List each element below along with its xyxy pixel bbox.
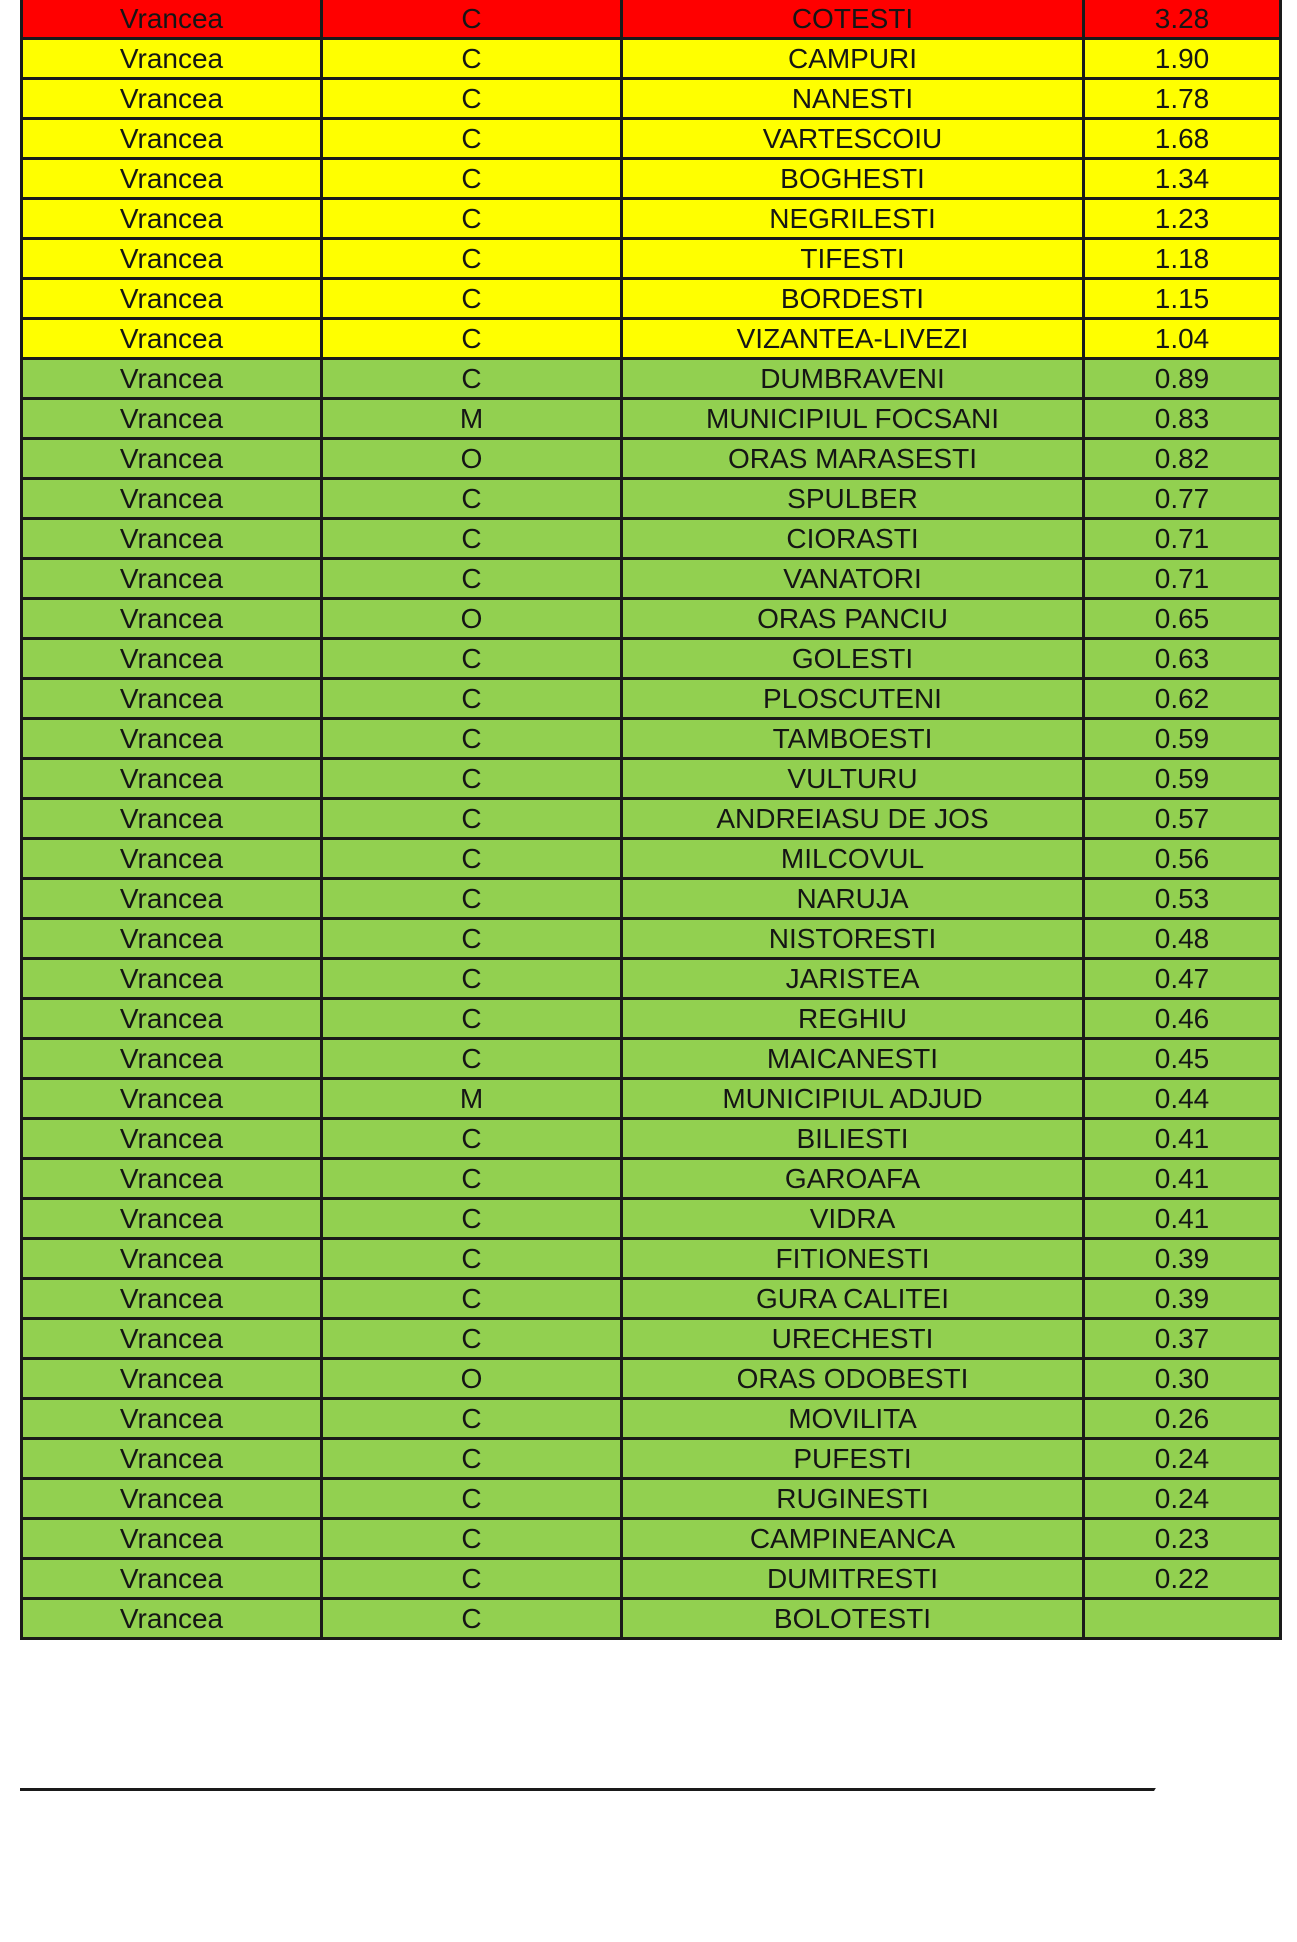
table-row [22,599,1281,639]
table-row [22,79,1281,119]
cell-rate: 1.90 [1084,39,1281,79]
cell-locality: URECHESTI [622,1319,1084,1359]
cell-type: C [322,1559,622,1599]
cell-rate: 0.41 [1084,1199,1281,1239]
table-row [22,1399,1281,1439]
cell-type: C [322,1599,622,1639]
cell-rate: 0.45 [1084,1039,1281,1079]
table-row [22,1479,1281,1519]
cell-type: O [322,439,622,479]
cell-type: C [322,759,622,799]
cell-county: Vrancea [22,1119,322,1159]
cell-type: C [322,999,622,1039]
cell-rate: 0.89 [1084,359,1281,399]
incidence-table-container [20,0,1279,1640]
cell-county: Vrancea [22,1439,322,1479]
table-row [22,1279,1281,1319]
cell-county: Vrancea [22,1399,322,1439]
table-row [22,479,1281,519]
cell-locality: JARISTEA [622,959,1084,999]
cell-locality: BOGHESTI [622,159,1084,199]
cell-county: Vrancea [22,439,322,479]
cell-county: Vrancea [22,1079,322,1119]
table-row [22,1599,1281,1639]
cell-type: C [322,1279,622,1319]
cell-county: Vrancea [22,1279,322,1319]
cell-type: M [322,399,622,439]
table-row [22,159,1281,199]
page-curl-overlay [1140,1742,1297,1942]
cell-type: C [322,719,622,759]
cell-county: Vrancea [22,1159,322,1199]
cell-type: C [322,1479,622,1519]
table-row [22,439,1281,479]
cell-locality: GURA CALITEI [622,1279,1084,1319]
cell-county: Vrancea [22,679,322,719]
cell-type: C [322,319,622,359]
incidence-table [20,0,1282,1640]
cell-rate: 1.18 [1084,239,1281,279]
cell-locality: NARUJA [622,879,1084,919]
cell-rate: 0.56 [1084,839,1281,879]
cell-locality: BILIESTI [622,1119,1084,1159]
table-row [22,999,1281,1039]
table-row [22,1239,1281,1279]
cell-locality: BOLOTESTI [622,1599,1084,1639]
cell-rate: 0.62 [1084,679,1281,719]
table-row [22,1559,1281,1599]
table-row [22,239,1281,279]
cell-locality: NISTORESTI [622,919,1084,959]
cell-locality: VANATORI [622,559,1084,599]
cell-county: Vrancea [22,1239,322,1279]
cell-type: C [322,559,622,599]
table-row [22,1319,1281,1359]
cell-locality: CAMPURI [622,39,1084,79]
cell-type: C [322,359,622,399]
cell-county: Vrancea [22,1039,322,1079]
cell-rate: 1.23 [1084,199,1281,239]
cell-rate: 0.37 [1084,1319,1281,1359]
table-row [22,359,1281,399]
cell-county: Vrancea [22,199,322,239]
cell-type: O [322,1359,622,1399]
table-row [22,1439,1281,1479]
cell-type: C [322,959,622,999]
cell-locality: CAMPINEANCA [622,1519,1084,1559]
cell-locality: NEGRILESTI [622,199,1084,239]
cell-locality: FITIONESTI [622,1239,1084,1279]
cell-county: Vrancea [22,39,322,79]
table-row [22,1199,1281,1239]
cell-locality: MILCOVUL [622,839,1084,879]
cell-rate: 0.82 [1084,439,1281,479]
cell-locality: MUNICIPIUL ADJUD [622,1079,1084,1119]
cell-county: Vrancea [22,959,322,999]
table-row [22,1519,1281,1559]
cell-locality: GOLESTI [622,639,1084,679]
cell-rate: 1.78 [1084,79,1281,119]
cell-rate: 0.39 [1084,1239,1281,1279]
cell-type: C [322,1159,622,1199]
cell-rate: 1.68 [1084,119,1281,159]
cell-county: Vrancea [22,719,322,759]
cell-rate: 0.48 [1084,919,1281,959]
cell-type: C [322,1399,622,1439]
cell-locality: PLOSCUTENI [622,679,1084,719]
cell-locality: REGHIU [622,999,1084,1039]
cell-locality: ANDREIASU DE JOS [622,799,1084,839]
cell-rate: 0.83 [1084,399,1281,439]
cell-locality: DUMITRESTI [622,1559,1084,1599]
cell-locality: ORAS MARASESTI [622,439,1084,479]
cell-county: Vrancea [22,1319,322,1359]
cell-rate: 0.41 [1084,1119,1281,1159]
cell-type: C [322,1319,622,1359]
cell-county: Vrancea [22,0,322,39]
cell-rate: 0.30 [1084,1359,1281,1399]
table-row [22,959,1281,999]
cell-type: M [322,1079,622,1119]
table-row [22,1039,1281,1079]
cell-locality: RUGINESTI [622,1479,1084,1519]
cell-rate: 0.47 [1084,959,1281,999]
cell-rate: 0.59 [1084,719,1281,759]
cell-type: C [322,119,622,159]
table-row [22,1079,1281,1119]
cell-county: Vrancea [22,919,322,959]
cell-type: C [322,159,622,199]
cell-county: Vrancea [22,1479,322,1519]
table-row [22,879,1281,919]
cell-type: C [322,679,622,719]
cell-county: Vrancea [22,159,322,199]
cell-locality: PUFESTI [622,1439,1084,1479]
cell-rate: 0.41 [1084,1159,1281,1199]
table-row [22,0,1281,39]
cell-locality: MAICANESTI [622,1039,1084,1079]
cell-locality: ORAS PANCIU [622,599,1084,639]
cell-county: Vrancea [22,1559,322,1599]
table-row [22,1119,1281,1159]
cell-rate: 0.24 [1084,1479,1281,1519]
cell-locality: GAROAFA [622,1159,1084,1199]
cell-county: Vrancea [22,79,322,119]
table-bottom-border [20,1788,1279,1791]
cell-rate: 0.71 [1084,559,1281,599]
cell-rate: 0.71 [1084,519,1281,559]
cell-locality: VARTESCOIU [622,119,1084,159]
cell-county: Vrancea [22,479,322,519]
cell-county: Vrancea [22,799,322,839]
cell-rate: 0.57 [1084,799,1281,839]
cell-county: Vrancea [22,519,322,559]
cell-type: C [322,479,622,519]
cell-county: Vrancea [22,879,322,919]
cell-type: C [322,0,622,39]
table-row [22,119,1281,159]
table-row [22,1159,1281,1199]
table-row [22,319,1281,359]
table-row [22,399,1281,439]
cell-county: Vrancea [22,759,322,799]
cell-rate: 0.65 [1084,599,1281,639]
cell-type: C [322,839,622,879]
cell-type: C [322,39,622,79]
cell-locality: TIFESTI [622,239,1084,279]
cell-type: C [322,1199,622,1239]
cell-type: O [322,599,622,639]
cell-county: Vrancea [22,1519,322,1559]
cell-county: Vrancea [22,319,322,359]
table-row [22,199,1281,239]
table-row [22,919,1281,959]
cell-rate: 0.63 [1084,639,1281,679]
cell-type: C [322,1439,622,1479]
cell-type: C [322,1119,622,1159]
cell-rate: 0.22 [1084,1559,1281,1599]
cell-rate: 0.39 [1084,1279,1281,1319]
cell-rate: 1.34 [1084,159,1281,199]
cell-type: C [322,639,622,679]
cell-type: C [322,1039,622,1079]
cell-county: Vrancea [22,999,322,1039]
table-body [22,0,1281,1639]
cell-county: Vrancea [22,639,322,679]
cell-locality: MUNICIPIUL FOCSANI [622,399,1084,439]
cell-county: Vrancea [22,359,322,399]
cell-county: Vrancea [22,119,322,159]
cell-type: C [322,239,622,279]
cell-county: Vrancea [22,1359,322,1399]
cell-rate: 3.28 [1084,0,1281,39]
cell-locality: COTESTI [622,0,1084,39]
table-row [22,679,1281,719]
cell-county: Vrancea [22,559,322,599]
cell-rate: 0.24 [1084,1439,1281,1479]
cell-rate [1084,1599,1281,1639]
cell-type: C [322,279,622,319]
cell-type: C [322,1519,622,1559]
cell-type: C [322,1239,622,1279]
cell-rate: 0.44 [1084,1079,1281,1119]
cell-type: C [322,879,622,919]
cell-county: Vrancea [22,279,322,319]
cell-locality: SPULBER [622,479,1084,519]
cell-rate: 1.04 [1084,319,1281,359]
cell-locality: CIORASTI [622,519,1084,559]
cell-rate: 0.59 [1084,759,1281,799]
cell-county: Vrancea [22,1199,322,1239]
cell-locality: NANESTI [622,79,1084,119]
cell-type: C [322,799,622,839]
table-row [22,39,1281,79]
table-row [22,279,1281,319]
cell-rate: 0.46 [1084,999,1281,1039]
table-row [22,639,1281,679]
cell-locality: VIZANTEA-LIVEZI [622,319,1084,359]
cell-type: C [322,519,622,559]
table-row [22,839,1281,879]
cell-locality: TAMBOESTI [622,719,1084,759]
cell-locality: VIDRA [622,1199,1084,1239]
table-row [22,719,1281,759]
cell-locality: ORAS ODOBESTI [622,1359,1084,1399]
cell-rate: 0.23 [1084,1519,1281,1559]
cell-locality: VULTURU [622,759,1084,799]
cell-county: Vrancea [22,839,322,879]
cell-county: Vrancea [22,239,322,279]
table-row [22,799,1281,839]
cell-type: C [322,919,622,959]
table-row [22,1359,1281,1399]
cell-county: Vrancea [22,599,322,639]
cell-locality: MOVILITA [622,1399,1084,1439]
cell-county: Vrancea [22,399,322,439]
cell-rate: 0.77 [1084,479,1281,519]
cell-rate: 0.26 [1084,1399,1281,1439]
table-row [22,519,1281,559]
cell-type: C [322,79,622,119]
cell-rate: 1.15 [1084,279,1281,319]
table-row [22,759,1281,799]
cell-locality: BORDESTI [622,279,1084,319]
cell-rate: 0.53 [1084,879,1281,919]
cell-county: Vrancea [22,1599,322,1639]
cell-type: C [322,199,622,239]
cell-locality: DUMBRAVENI [622,359,1084,399]
table-row [22,559,1281,599]
